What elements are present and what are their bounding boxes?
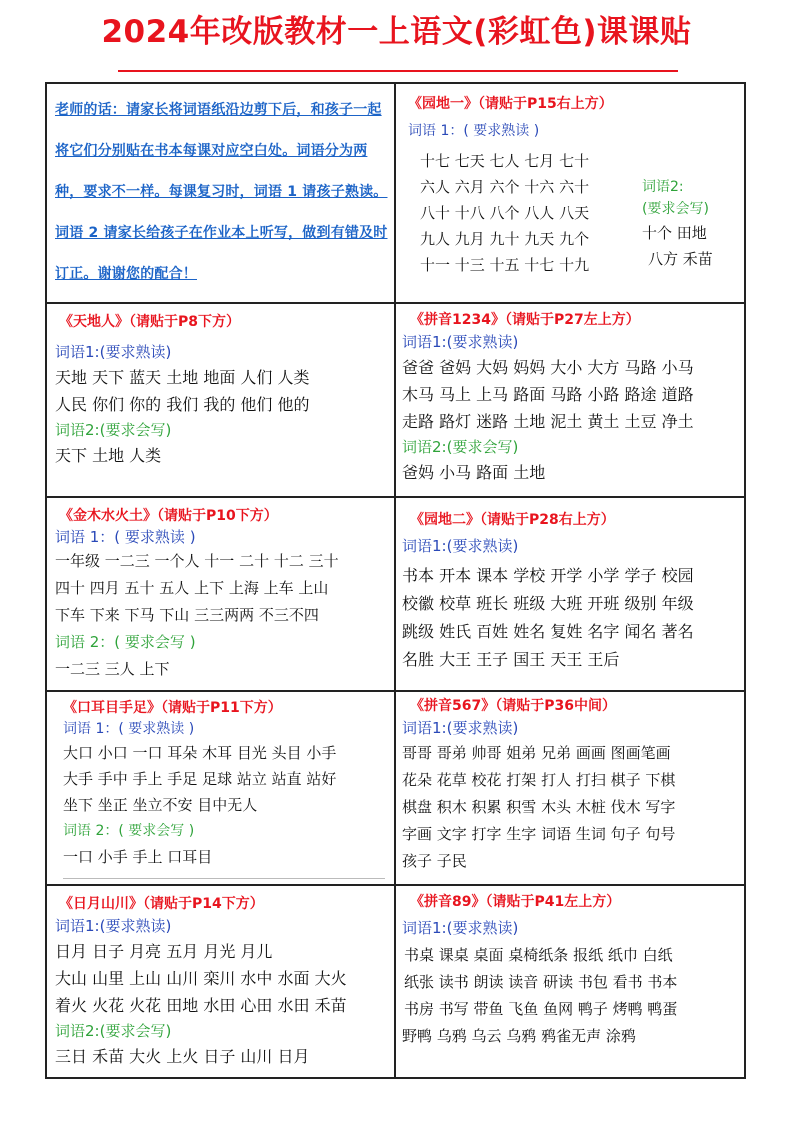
section-yuandi2 <box>396 498 744 690</box>
write-label: 词语 2：( 要求会写 ) <box>63 823 195 839</box>
write-word-line: 八方 禾苗 <box>648 250 713 268</box>
word-line: 一年级 一二三 一个人 十一 二十 十二 三十 <box>55 552 339 570</box>
word-line: 字画 文字 打字 生字 词语 生词 句子 句号 <box>402 825 676 843</box>
write-word-line: 一二三 三人 上下 <box>55 660 170 678</box>
word-line: 爸爸 爸妈 大妈 妈妈 大小 大方 马路 小马 <box>402 358 694 377</box>
read-label: 词语1:(要求熟读) <box>402 333 519 351</box>
word-line: 九人 九月 九十 九天 九个 <box>420 230 590 248</box>
teacher-note: 老师的话：请家长将词语纸沿边剪下后，和孩子一起将它们分别贴在书本每课对应空白处。词语分为两种，要求不一样。每课复习时，词语 1 请孩子熟读。词语 2 请家长给孩子在作业本上听写，做到有错及时订正。谢谢您的配合！ <box>55 102 388 282</box>
write-label: 词语2:(要求会写) <box>55 421 172 439</box>
word-line: 大山 山里 上山 山川 栾川 水中 水面 大火 <box>55 969 347 988</box>
word-line: 哥哥 哥弟 帅哥 姐弟 兄弟 画画 图画笔画 <box>402 744 671 762</box>
read-label: 词语 1：( 要求熟读 ) <box>63 721 195 737</box>
write-word-line: 一口 小手 手上 口耳目 <box>63 848 213 866</box>
word-line: 四十 四月 五十 五人 上下 上海 上车 上山 <box>55 579 329 597</box>
section-pinyin567 <box>396 692 744 884</box>
word-line: 六人 六月 六个 十六 六十 <box>420 178 590 196</box>
read-label: 词语 1：( 要求熟读 ) <box>55 528 196 546</box>
word-line: 人民 你们 你的 我们 我的 他们 他的 <box>55 395 310 414</box>
bottom-rule <box>63 878 385 879</box>
section-title: 《天地人》（请贴于P8下方） <box>59 314 241 330</box>
word-line: 十一 十三 十五 十七 十九 <box>420 256 590 274</box>
write-word-line: 十个 田地 <box>642 224 707 242</box>
write-word-line: 三日 禾苗 大火 上火 日子 山川 日月 <box>55 1047 310 1066</box>
write-word-line: 爸妈 小马 路面 土地 <box>402 463 546 482</box>
section-title: 《拼音1234》（请贴于P27左上方） <box>410 312 640 328</box>
section-title: 《口耳目手足》（请贴于P11下方） <box>63 700 282 716</box>
write-label: 词语 2：( 要求会写 ) <box>55 633 196 651</box>
section-riyue <box>47 886 394 1077</box>
section-title: 《拼音567》（请贴于P36中间） <box>410 698 616 714</box>
section-kouer <box>47 692 394 884</box>
word-line: 花朵 花草 校花 打架 打人 打扫 棋子 下棋 <box>402 771 676 789</box>
read-label: 词语1:(要求熟读) <box>402 719 519 737</box>
write-label: 词语2:(要求会写) <box>55 1022 172 1040</box>
word-line: 书房 书写 带鱼 飞鱼 鱼网 鸭子 烤鸭 鸭蛋 <box>404 1000 678 1018</box>
page-title: 2024年改版教材一上语文(彩虹色)课课贴 <box>101 14 692 50</box>
write-label-detail: (要求会写) <box>642 201 709 217</box>
section-title: 《拼音89》（请贴于P41左上方） <box>410 894 621 910</box>
word-line: 日月 日子 月亮 五月 月光 月儿 <box>55 942 273 961</box>
word-line: 棋盘 积木 积累 积雪 木头 木桩 伐木 写字 <box>402 798 676 816</box>
word-line: 十七 七天 七人 七月 七十 <box>420 152 590 170</box>
word-line: 校徽 校草 班长 班级 大班 开班 级别 年级 <box>402 594 694 613</box>
title-underline <box>118 70 678 72</box>
section-jinmu <box>47 498 394 690</box>
section-tiandiren <box>47 304 394 496</box>
word-line: 孩子 子民 <box>402 852 467 870</box>
word-line: 书桌 课桌 桌面 桌椅纸条 报纸 纸巾 白纸 <box>404 946 673 964</box>
write-word-line: 天下 土地 人类 <box>55 446 162 465</box>
read-label: 词语1:(要求熟读) <box>55 917 172 935</box>
read-label: 词语 1：( 要求熟读 ) <box>408 123 540 139</box>
word-line: 书本 开本 课本 学校 开学 小学 学子 校园 <box>402 566 694 585</box>
word-line: 下车 下来 下马 下山 三三两两 不三不四 <box>55 606 319 624</box>
word-line: 天地 天下 蓝天 土地 地面 人们 人类 <box>55 368 310 387</box>
section-title: 《日月山川》（请贴于P14下方） <box>59 896 264 912</box>
section-yuandi1 <box>396 84 744 302</box>
word-line: 木马 马上 上马 路面 马路 小路 路途 道路 <box>402 385 694 404</box>
word-line: 坐下 坐正 坐立不安 目中无人 <box>63 796 258 814</box>
section-title: 《园地二》（请贴于P28右上方） <box>410 512 615 528</box>
word-sticker-grid <box>45 82 746 1079</box>
word-line: 大手 手中 手上 手足 足球 站立 站直 站好 <box>63 770 337 788</box>
word-line: 野鸭 乌鸦 乌云 乌鸦 鸦雀无声 涂鸦 <box>402 1027 636 1045</box>
section-title: 《园地一》（请贴于P15右上方） <box>408 96 613 112</box>
section-title: 《金木水火土》（请贴于P10下方） <box>59 508 278 524</box>
word-line: 名胜 大王 王子 国王 天王 王后 <box>402 650 620 669</box>
word-line: 八十 十八 八个 八人 八天 <box>420 204 590 222</box>
teacher-note-cell <box>47 84 394 302</box>
word-line: 跳级 姓氏 百姓 姓名 复姓 名字 闻名 著名 <box>402 622 694 641</box>
word-line: 大口 小口 一口 耳朵 木耳 目光 头目 小手 <box>63 744 337 762</box>
word-line: 纸张 读书 朗读 读音 研读 书包 看书 书本 <box>404 973 678 991</box>
section-pinyin89 <box>396 886 744 1077</box>
section-pinyin1234 <box>396 304 744 496</box>
read-label: 词语1:(要求熟读) <box>402 537 519 555</box>
read-label: 词语1:(要求熟读) <box>402 919 519 937</box>
write-label: 词语2: <box>642 179 684 195</box>
word-line: 着火 火花 火花 田地 水田 心田 水田 禾苗 <box>55 996 347 1015</box>
word-line: 走路 路灯 迷路 土地 泥土 黄土 土豆 净土 <box>402 412 694 431</box>
write-label: 词语2:(要求会写) <box>402 438 519 456</box>
read-label: 词语1:(要求熟读) <box>55 343 172 361</box>
